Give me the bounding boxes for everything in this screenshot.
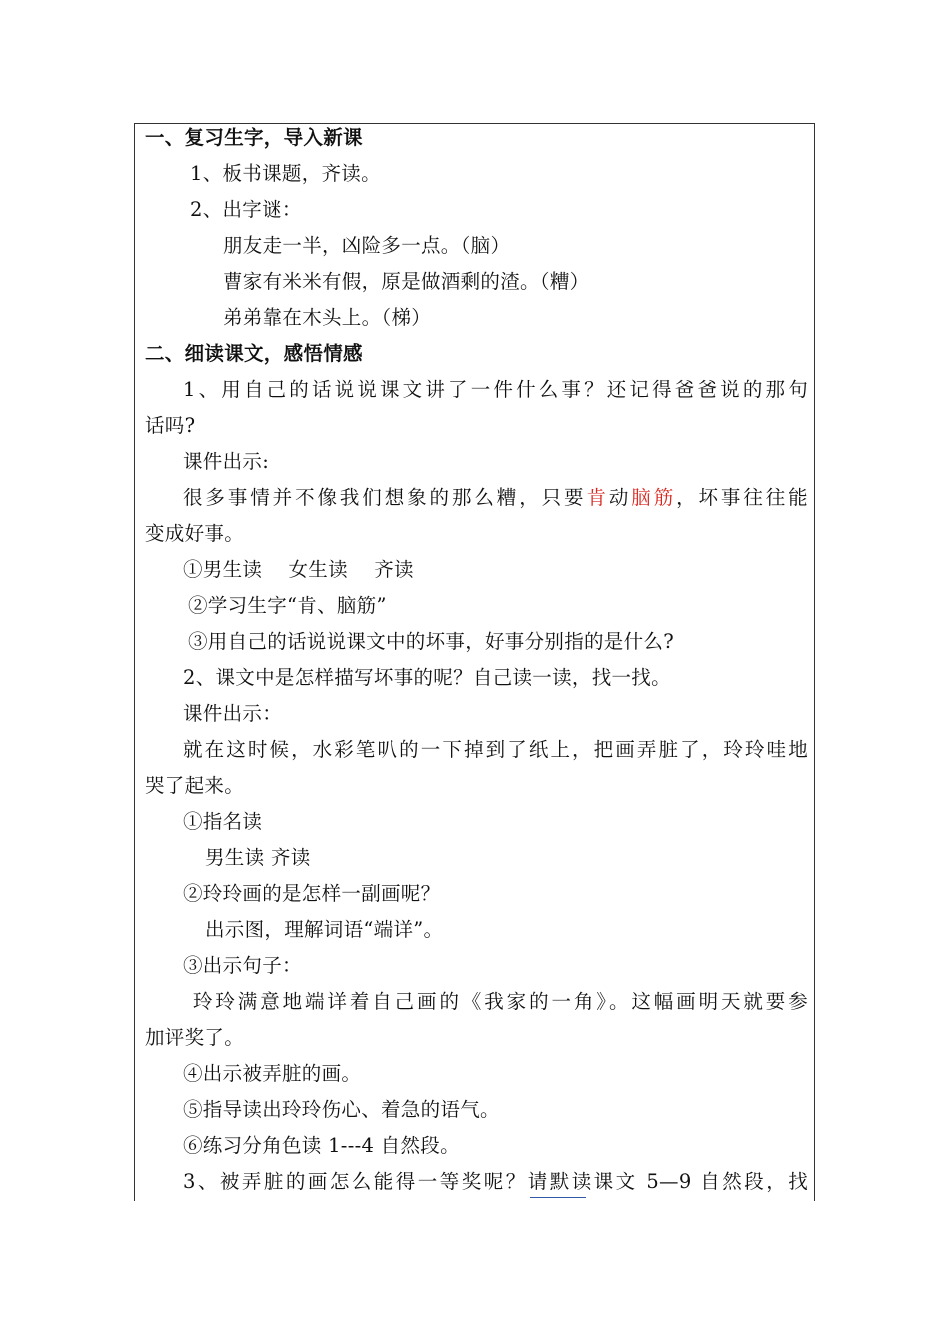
text-line: ②学习生字“肯、脑筋” [188, 594, 387, 617]
text-line: 2、课文中是怎样描写坏事的呢？自己读一读，找一找。 [183, 666, 671, 689]
text-line: ④出示被弄脏的画。 [183, 1062, 362, 1085]
text-line: 变成好事。 [145, 522, 245, 545]
text-line: 1、板书课题，齐读。 [190, 162, 381, 185]
text-line: 哭了起来。 [145, 774, 245, 797]
text-line: 2、出字谜： [190, 198, 302, 221]
riddle-line: 弟弟靠在木头上。（梯） [223, 306, 432, 329]
text-line: 男生读 齐读 [205, 846, 311, 869]
highlight-word: 脑筋 [631, 486, 677, 509]
spellcheck-underline [530, 1197, 586, 1198]
text-line: ①男生读 女生读 齐读 [183, 558, 414, 581]
quote-line: 玲玲满意地端详着自己画的《我家的一角》。这幅画明天就要参 [193, 990, 808, 1013]
text-line: ③用自己的话说说课文中的坏事，好事分别指的是什么? [188, 630, 674, 653]
text-line: ③出示句子： [183, 954, 302, 977]
highlight-word: 肯 [586, 486, 609, 509]
text-line: ②玲玲画的是怎样一副画呢？ [183, 882, 441, 905]
text-line: 1、用自己的话说说课文讲了一件什么事？还记得爸爸说的那句 [183, 378, 808, 401]
section-heading-2: 二、细读课文，感悟情感 [145, 342, 363, 365]
text-line: 课件出示: [183, 450, 270, 473]
text-line: 出示图，理解词语“端详”。 [205, 918, 444, 941]
riddle-line: 曹家有米米有假，原是做酒剩的渣。（糟） [223, 270, 590, 293]
text-line: 3、被弄脏的画怎么能得一等奖呢？请默读课文 5—9 自然段，找 [183, 1170, 808, 1193]
text-line: ①指名读 [183, 810, 263, 833]
riddle-line: 朋友走一半，凶险多一点。（脑） [223, 234, 511, 257]
text-line: ⑥练习分角色读 1---4 自然段。 [183, 1134, 460, 1157]
quote-line: 就在这时候，水彩笔叭的一下掉到了纸上，把画弄脏了，玲玲哇地 [183, 738, 808, 761]
text-line: ⑤指导读出玲玲伤心、着急的语气。 [183, 1098, 500, 1121]
section-heading-1: 一、复习生字，导入新课 [145, 126, 363, 149]
text-line: 加评奖了。 [145, 1026, 245, 1049]
text-line: 话吗? [145, 414, 196, 437]
quote-line: 很多事情并不像我们想象的那么糟，只要肯动脑筋，坏事往往能 [183, 486, 808, 509]
text-line: 课件出示： [183, 702, 283, 725]
